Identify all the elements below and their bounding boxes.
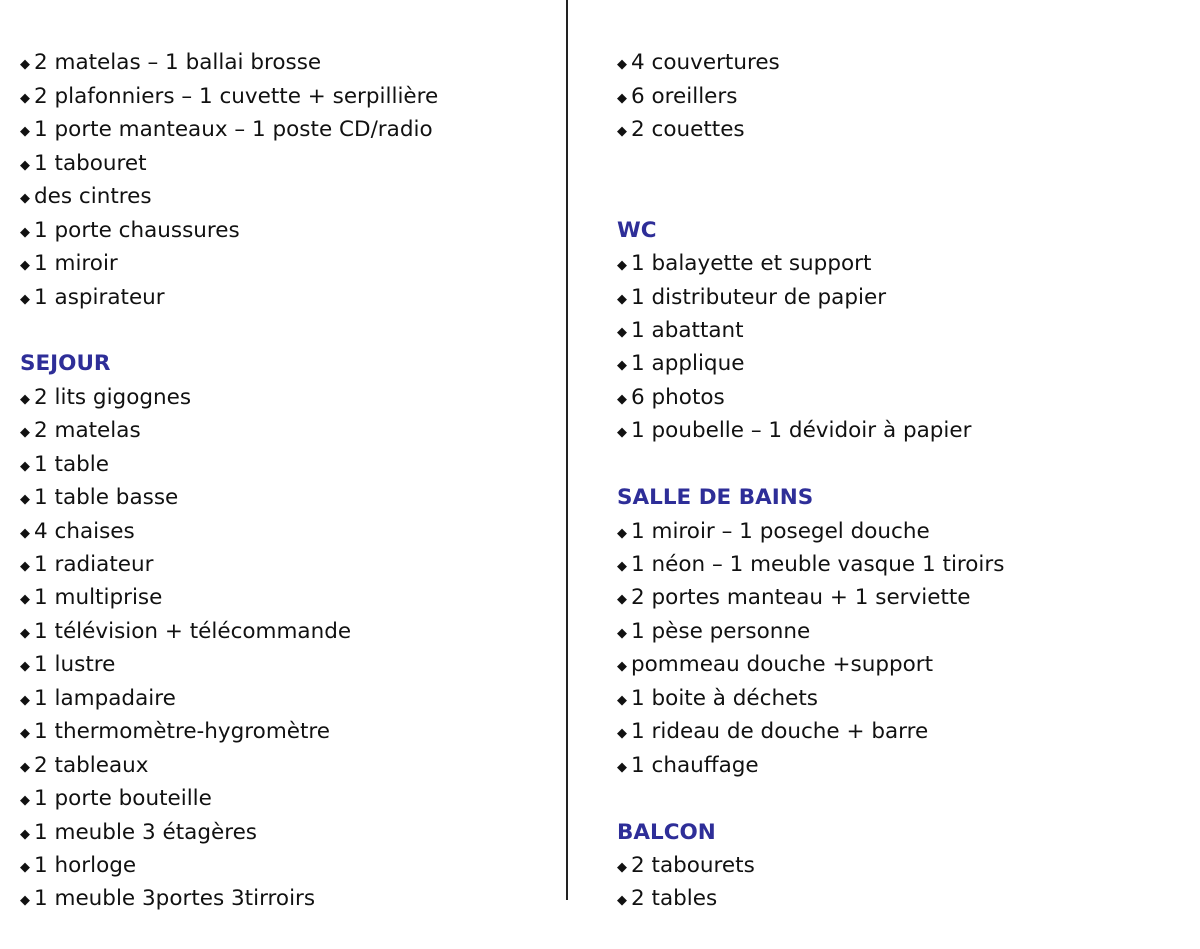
inventory-item-text: 6 photos xyxy=(631,384,725,410)
bullet-icon: ◆ xyxy=(20,893,30,909)
inventory-item xyxy=(20,448,550,481)
inventory-item xyxy=(617,80,1187,113)
inventory-item-text: 1 pèse personne xyxy=(631,618,811,644)
inventory-item-text: 1 télévision + télécommande xyxy=(34,618,352,644)
inventory-item xyxy=(20,816,550,849)
inventory-item xyxy=(20,80,550,113)
blank-line xyxy=(617,147,1187,180)
inventory-item-text: 2 tableaux xyxy=(34,752,149,778)
inventory-item-text: 1 porte manteaux – 1 poste CD/radio xyxy=(34,117,433,143)
bullet-icon: ◆ xyxy=(617,692,627,708)
inventory-item-text: 2 tables xyxy=(631,886,718,912)
inventory-item-text: 1 porte chaussures xyxy=(34,217,240,243)
inventory-item-text: 6 oreillers xyxy=(631,83,738,109)
bullet-icon: ◆ xyxy=(20,559,30,574)
bullet-icon: ◆ xyxy=(20,525,30,541)
bullet-icon: ◆ xyxy=(617,425,627,441)
inventory-item xyxy=(20,882,550,915)
inventory-item xyxy=(20,715,550,748)
blank-line xyxy=(20,13,550,46)
bullet-icon: ◆ xyxy=(20,592,30,608)
section-heading-wc: WC xyxy=(617,217,657,243)
blank-line xyxy=(617,782,1187,815)
inventory-item xyxy=(617,113,1187,146)
inventory-item xyxy=(20,46,550,79)
bullet-icon: ◆ xyxy=(20,793,30,809)
inventory-item-text: 1 porte bouteille xyxy=(34,786,212,812)
inventory-item-text: 2 portes manteau + 1 serviette xyxy=(631,585,971,611)
section-heading-sejour: SEJOUR xyxy=(20,351,111,377)
bullet-icon: ◆ xyxy=(20,692,30,708)
inventory-item xyxy=(617,882,1187,915)
inventory-item xyxy=(617,682,1187,715)
inventory-item-text: 1 distributeur de papier xyxy=(631,284,887,310)
bullet-icon: ◆ xyxy=(20,492,30,508)
inventory-item-text: 2 couettes xyxy=(631,117,745,143)
inventory-item-text: 2 tabourets xyxy=(631,852,755,878)
bullet-icon: ◆ xyxy=(20,726,30,742)
bullet-icon: ◆ xyxy=(617,57,627,73)
column-divider xyxy=(566,0,568,900)
inventory-item xyxy=(20,281,550,314)
inventory-item-text: 1 boite à déchets xyxy=(631,685,818,711)
blank-line xyxy=(617,916,1187,949)
inventory-item-text: 1 multiprise xyxy=(34,585,163,611)
inventory-item-text: 1 néon – 1 meuble vasque 1 tiroirs xyxy=(631,552,1005,577)
bullet-icon: ◆ xyxy=(20,90,30,106)
inventory-item-text: 1 table xyxy=(34,451,109,477)
inventory-item-text: 1 chauffage xyxy=(631,752,759,778)
inventory-item xyxy=(617,46,1187,79)
inventory-item-text: 4 couvertures xyxy=(631,50,780,76)
bullet-icon: ◆ xyxy=(20,191,30,207)
inventory-item-text: 1 radiateur xyxy=(34,552,154,577)
bullet-icon: ◆ xyxy=(20,258,30,274)
inventory-item xyxy=(20,414,550,447)
inventory-item xyxy=(20,682,550,715)
blank-line xyxy=(20,916,550,949)
blank-line xyxy=(617,13,1187,46)
section-heading-salle-de-bains: SALLE DE BAINS xyxy=(617,485,814,511)
inventory-item-text: pommeau douche +support xyxy=(631,652,934,678)
bullet-icon: ◆ xyxy=(20,659,30,675)
inventory-item xyxy=(617,381,1187,414)
inventory-item xyxy=(617,615,1187,648)
inventory-item xyxy=(617,247,1187,280)
inventory-item xyxy=(617,515,1187,548)
bullet-icon: ◆ xyxy=(20,425,30,441)
inventory-item xyxy=(20,381,550,414)
inventory-item xyxy=(617,414,1187,447)
inventory-item-text: 1 table basse xyxy=(34,485,179,511)
bullet-icon: ◆ xyxy=(617,659,627,675)
inventory-item xyxy=(617,347,1187,380)
bullet-icon: ◆ xyxy=(20,57,30,73)
bullet-icon: ◆ xyxy=(20,458,30,474)
inventory-item-text: 1 abattant xyxy=(631,317,744,343)
bullet-icon: ◆ xyxy=(617,324,627,340)
inventory-item xyxy=(617,648,1187,681)
bullet-icon: ◆ xyxy=(617,859,627,875)
inventory-item-text: 1 aspirateur xyxy=(34,284,165,310)
inventory-item xyxy=(617,715,1187,748)
inventory-item-text: 1 miroir – 1 posegel douche xyxy=(631,518,930,544)
inventory-item xyxy=(20,180,550,213)
bullet-icon: ◆ xyxy=(617,726,627,742)
bullet-icon: ◆ xyxy=(617,258,627,274)
inventory-item xyxy=(20,147,550,180)
inventory-item-text: 1 tabouret xyxy=(34,150,147,176)
inventory-item-text: 2 lits gigognes xyxy=(34,384,192,410)
inventory-item xyxy=(20,548,550,581)
bullet-icon: ◆ xyxy=(20,291,30,307)
inventory-item-text: 1 miroir xyxy=(34,251,118,277)
inventory-item-text: 1 lustre xyxy=(34,652,116,678)
bullet-icon: ◆ xyxy=(617,893,627,909)
right-column xyxy=(617,13,1187,949)
bullet-icon: ◆ xyxy=(20,859,30,875)
bullet-icon: ◆ xyxy=(20,124,30,140)
blank-line xyxy=(617,180,1187,213)
inventory-item xyxy=(20,214,550,247)
inventory-item xyxy=(20,615,550,648)
inventory-item-text: 1 rideau de douche + barre xyxy=(631,719,929,745)
bullet-icon: ◆ xyxy=(617,625,627,641)
bullet-icon: ◆ xyxy=(20,157,30,173)
inventory-item xyxy=(20,749,550,782)
blank-line xyxy=(20,314,550,347)
inventory-item xyxy=(20,782,550,815)
bullet-icon: ◆ xyxy=(617,358,627,374)
inventory-item xyxy=(20,515,550,548)
inventory-item xyxy=(20,481,550,514)
inventory-item-text: 2 matelas xyxy=(34,418,141,444)
bullet-icon: ◆ xyxy=(617,391,627,407)
bullet-icon: ◆ xyxy=(617,525,627,541)
inventory-item-text: 2 plafonniers – 1 cuvette + serpillière xyxy=(34,83,439,109)
bullet-icon: ◆ xyxy=(617,291,627,307)
inventory-item xyxy=(617,548,1187,581)
inventory-item-text: 1 meuble 3 étagères xyxy=(34,819,258,845)
inventory-item xyxy=(617,314,1187,347)
inventory-item-text: 1 lampadaire xyxy=(34,685,176,711)
inventory-item xyxy=(20,581,550,614)
inventory-item xyxy=(20,648,550,681)
inventory-item-text: 1 horloge xyxy=(34,852,137,878)
inventory-item-text: 1 balayette et support xyxy=(631,251,872,277)
bullet-icon: ◆ xyxy=(617,592,627,608)
inventory-item-text: des cintres xyxy=(34,184,152,210)
inventory-item-text: 2 matelas – 1 ballai brosse xyxy=(34,50,322,76)
inventory-item xyxy=(20,113,550,146)
bullet-icon: ◆ xyxy=(617,90,627,106)
bullet-icon: ◆ xyxy=(617,559,627,574)
inventory-item xyxy=(617,749,1187,782)
bullet-icon: ◆ xyxy=(617,759,627,775)
bullet-icon: ◆ xyxy=(20,625,30,641)
inventory-item-text: 1 thermomètre-hygromètre xyxy=(34,719,331,745)
bullet-icon: ◆ xyxy=(20,826,30,842)
section-heading-balcon: BALCON xyxy=(617,819,716,845)
bullet-icon: ◆ xyxy=(20,759,30,775)
bullet-icon: ◆ xyxy=(617,124,627,140)
bullet-icon: ◆ xyxy=(20,224,30,240)
inventory-item xyxy=(20,247,550,280)
inventory-item-text: 1 meuble 3portes 3tirroirs xyxy=(34,886,316,912)
inventory-item xyxy=(617,581,1187,614)
blank-line xyxy=(617,448,1187,481)
inventory-item-text: 4 chaises xyxy=(34,518,135,544)
inventory-item xyxy=(617,849,1187,882)
bullet-icon: ◆ xyxy=(20,391,30,407)
inventory-item-text: 1 poubelle – 1 dévidoir à papier xyxy=(631,418,972,444)
left-column xyxy=(20,13,550,949)
inventory-item xyxy=(20,849,550,882)
inventory-item xyxy=(617,281,1187,314)
inventory-item-text: 1 applique xyxy=(631,351,745,377)
